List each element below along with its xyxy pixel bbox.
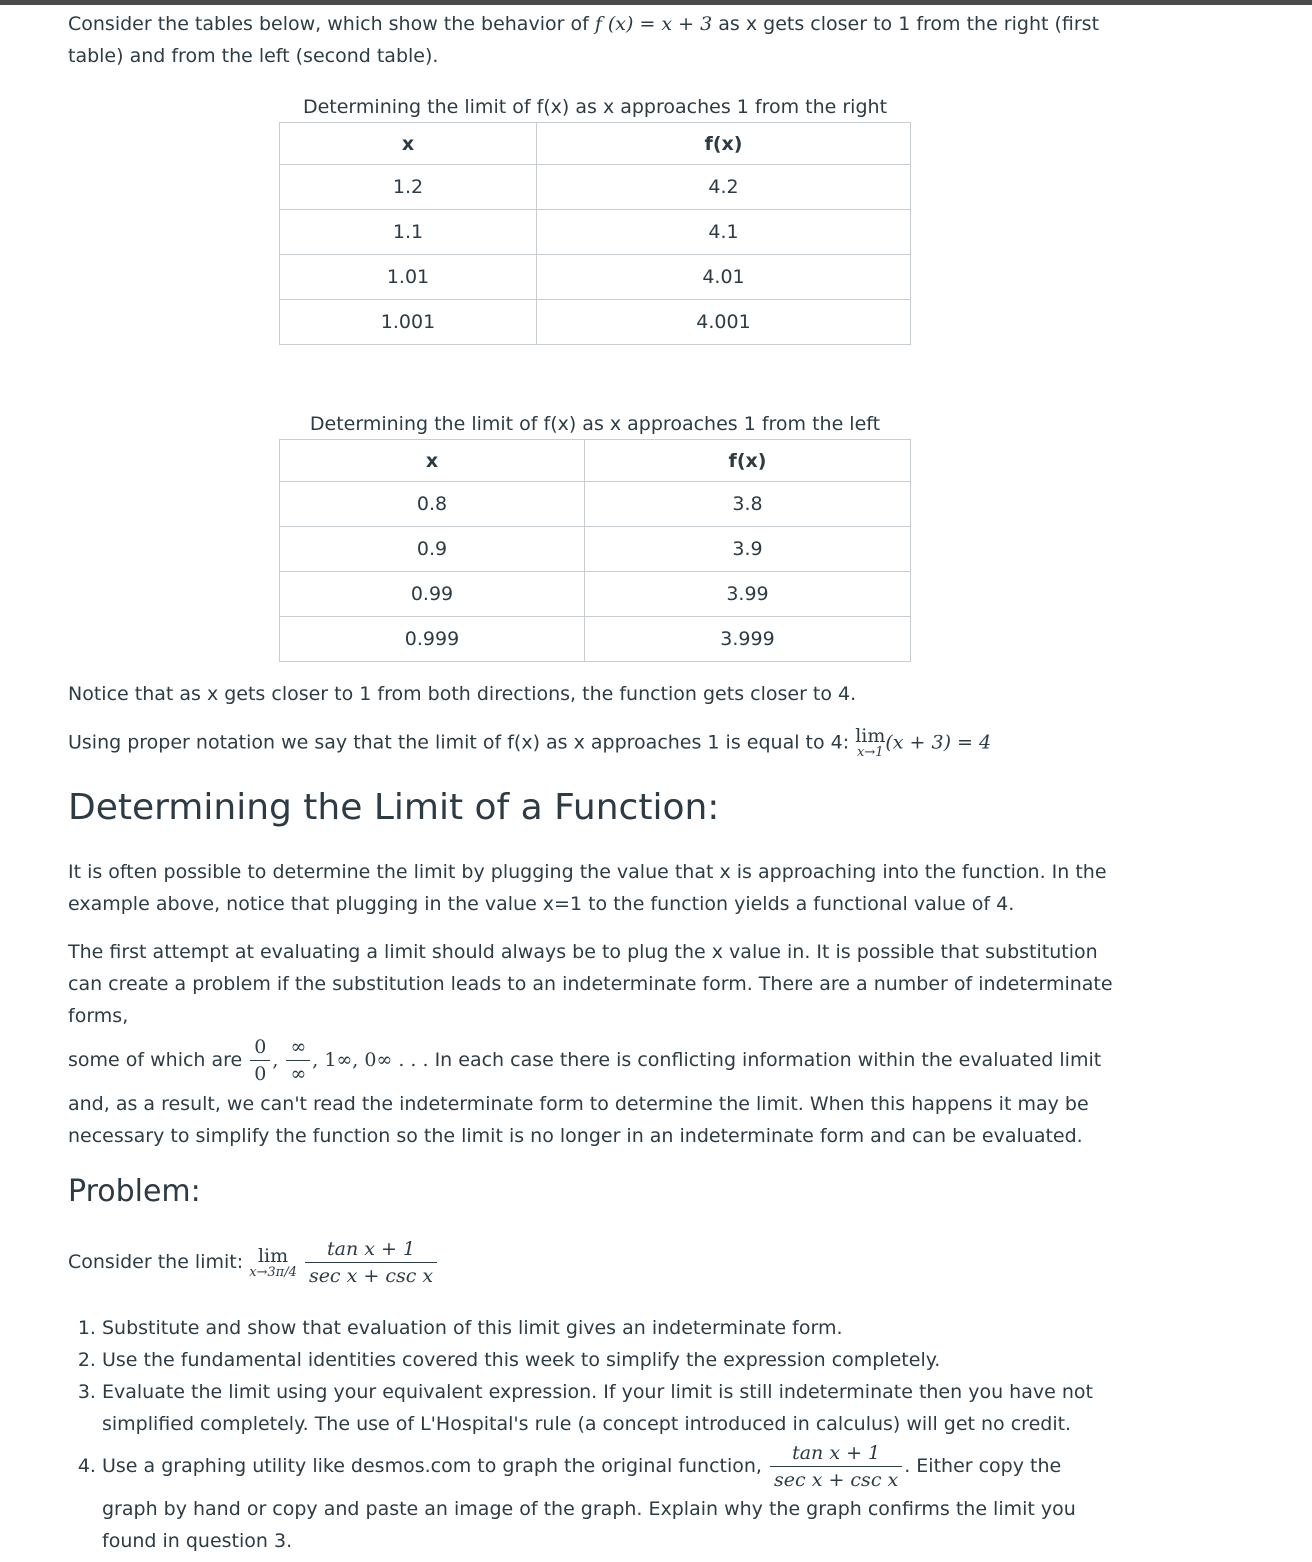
problem-fraction: $\frac{\text{tan x + 1}}{\text{sec x + csc x}}$ <box>305 1236 437 1289</box>
table-row: 0.8 3.8 <box>280 482 911 527</box>
fraction-zero-over-zero: $\frac{0}{0}$ <box>250 1034 270 1087</box>
table-left-header-fx: f(x) <box>585 440 911 482</box>
fraction-inf-over-inf: $\frac{\infty}{\infty}$ <box>286 1034 310 1087</box>
list-item: 3. Evaluate the limit using your equivalent expression. If your limit is still indeterminate then you have not simplified completely. The use of L'Hospital's rule (a concept introduced in calculus) will get no credit. <box>102 1376 1118 1440</box>
table-right-block <box>279 92 911 345</box>
table-right-header-fx: f(x) <box>537 123 911 165</box>
intro-paragraph: Consider the tables below, which show the behavior of f (x) = x + 3 as x gets closer to 1 from the right (first table) and from the left (second table). <box>68 13 1100 67</box>
table-row: 1.2 4.2 <box>280 165 911 210</box>
notation-paragraph: Using proper notation we say that the limit of f(x) as x approaches 1 is equal to 4: lim x→1 (x + 3) = 4 <box>68 725 992 760</box>
table-row: 1.01 4.01 <box>280 255 911 300</box>
problem-limit: lim x→3π/4 <box>249 1244 297 1280</box>
problem-statement: Consider the limit: lim x→3π/4 $\frac{\text{tan x + 1}}{\text{sec x + csc x}}$ <box>68 1232 1118 1292</box>
table-left-block <box>279 409 911 662</box>
limit-notation: lim x→1 <box>855 725 886 760</box>
list-item: 4. Use a graphing utility like desmos.com to graph the original function, $\frac{\text{tan x + 1}}{\text{sec x + csc x}}$ . Either copy the graph by hand or copy and paste an image of the graph. Explain why the graph confirms the limit you found in question 3. <box>102 1440 1118 1557</box>
table-left-header-x: x <box>280 440 585 482</box>
notice-paragraph: Notice that as x gets closer to 1 from both directions, the function gets closer to 4. <box>68 683 857 705</box>
intro-formula: f (x) = x + 3 <box>594 13 713 35</box>
list-item: 2. Use the fundamental identities covered this week to simplify the expression completely. <box>102 1344 1118 1376</box>
steps-list <box>68 1312 1118 1557</box>
table-left <box>279 439 911 662</box>
table-row: 0.99 3.99 <box>280 572 911 617</box>
paragraph-indeterminate: The first attempt at evaluating a limit should always be to plug the x value in. It is possible that substitution can create a problem if the substitution leads to an indeterminate form. There are a number of indeterminate forms, some of which are $\frac{0}{0}$ , $\frac{\infty}{\infty}$ , 1∞, 0∞ . . . In each case there is conflicting information within the evaluated limit and, as a result, we can't read the indeterminate form to determine the limit. When this happens it may be necessary to simplify the function so the limit is no longer in an indeterminate form and can be evaluated. <box>68 941 1113 1147</box>
list-item: 1. Substitute and show that evaluation of this limit gives an indeterminate form. <box>102 1312 1118 1344</box>
step4-fraction: $\frac{\text{tan x + 1}}{\text{sec x + csc x}}$ <box>770 1440 902 1493</box>
table-right <box>279 122 911 345</box>
table-row: 1.001 4.001 <box>280 300 911 345</box>
other-indeterminate-forms: , 1∞, 0∞ . . . <box>312 1049 429 1071</box>
top-border <box>0 0 1312 5</box>
section-heading: Determining the Limit of a Function: <box>68 787 720 828</box>
table-row: 0.999 3.999 <box>280 617 911 662</box>
table-right-caption: Determining the limit of f(x) as x approaches 1 from the right <box>302 96 888 118</box>
table-row: 0.9 3.9 <box>280 527 911 572</box>
table-row: 1.1 4.1 <box>280 210 911 255</box>
page-content <box>68 8 1118 1557</box>
paragraph-plugging: It is often possible to determine the limit by plugging the value that x is approaching into the function. In the example above, notice that plugging in the value x=1 to the function yields a functional value of 4. <box>68 861 1107 915</box>
problem-heading: Problem: <box>68 1174 201 1209</box>
table-left-caption: Determining the limit of f(x) as x approaches 1 from the left <box>309 413 881 435</box>
table-right-header-x: x <box>280 123 537 165</box>
